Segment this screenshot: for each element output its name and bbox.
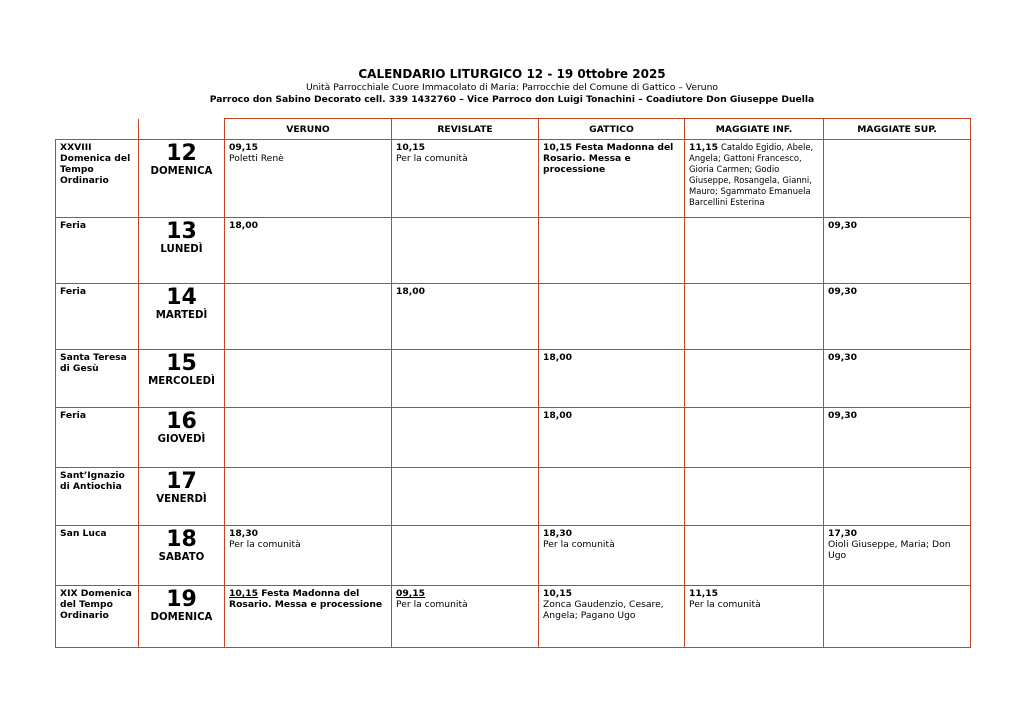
column-header-row	[56, 119, 971, 140]
mass-intention: Per la comunità	[396, 153, 468, 164]
table-row	[56, 408, 971, 468]
mass-intention: Per la comunità	[229, 539, 301, 550]
mass-cell-maggiate-inf	[685, 408, 824, 468]
mass-cell-revislate	[392, 218, 539, 284]
mass-time: 09,30	[828, 410, 858, 421]
document-title: CALENDARIO LITURGICO 12 - 19 0ttobre 2025	[358, 67, 666, 81]
mass-cell-gattico	[539, 586, 685, 648]
mass-time: 10,15	[543, 588, 573, 599]
day-number: 16	[166, 409, 197, 434]
mass-time: 11,15	[689, 588, 719, 599]
mass-intention: Per la comunità	[689, 599, 761, 610]
day-number: 12	[166, 141, 197, 166]
mass-intention: Oioli Giuseppe, Maria; Don Ugo	[828, 539, 951, 561]
day-number: 19	[166, 587, 197, 612]
mass-time: 09,30	[828, 220, 858, 231]
document-header	[0, 67, 1024, 106]
saint-cell: Feria	[56, 408, 139, 468]
column-header-maggiate-sup: MAGGIATE SUP.	[824, 119, 971, 140]
mass-cell-gattico	[539, 140, 685, 218]
mass-time: 18,00	[396, 286, 426, 297]
day-cell	[139, 218, 225, 284]
table-row	[56, 284, 971, 350]
day-name: VENERDÌ	[156, 494, 207, 505]
table-row	[56, 350, 971, 408]
table-row	[56, 218, 971, 284]
mass-cell-gattico	[539, 408, 685, 468]
mass-time: 18,00	[229, 220, 259, 231]
day-name: LUNEDÌ	[160, 244, 203, 255]
mass-cell-maggiate-sup	[824, 350, 971, 408]
column-header-veruno: VERUNO	[225, 119, 392, 140]
mass-cell-veruno	[225, 350, 392, 408]
mass-time: 09,30	[828, 352, 858, 363]
day-name: DOMENICA	[150, 166, 213, 177]
day-cell	[139, 350, 225, 408]
blank-header-cell	[56, 119, 139, 140]
mass-cell-revislate	[392, 526, 539, 586]
table-row	[56, 586, 971, 648]
day-number: 13	[166, 219, 197, 244]
mass-cell-veruno	[225, 526, 392, 586]
mass-cell-revislate	[392, 350, 539, 408]
day-number: 17	[166, 469, 197, 494]
mass-cell-veruno	[225, 140, 392, 218]
day-cell	[139, 586, 225, 648]
mass-cell-maggiate-sup	[824, 526, 971, 586]
day-name: MARTEDÌ	[155, 310, 208, 321]
mass-intention: Per la comunità	[396, 599, 468, 610]
mass-intention: Poletti Renè	[229, 153, 284, 164]
mass-time: 11,15	[689, 142, 719, 153]
mass-cell-gattico	[539, 526, 685, 586]
saint-cell: Feria	[56, 218, 139, 284]
mass-cell-maggiate-inf	[685, 218, 824, 284]
saint-cell: Sant’Ignazio di Antiochia	[56, 468, 139, 526]
saint-cell: San Luca	[56, 526, 139, 586]
mass-time: 17,30	[828, 528, 858, 539]
clergy-line: Parroco don Sabino Decorato cell. 339 1432760 – Vice Parroco don Luigi Tonachini – Coadiutore Don Giuseppe Duella	[209, 94, 815, 105]
mass-cell-veruno	[225, 468, 392, 526]
mass-cell-maggiate-sup	[824, 218, 971, 284]
mass-cell-gattico	[539, 284, 685, 350]
calendar-table	[55, 118, 971, 648]
day-cell	[139, 284, 225, 350]
day-cell	[139, 140, 225, 218]
mass-cell-gattico	[539, 468, 685, 526]
day-name: GIOVEDÌ	[157, 434, 206, 445]
mass-time: 09,30	[828, 286, 858, 297]
day-cell	[139, 468, 225, 526]
saint-cell: XIX Domenica del Tempo Ordinario	[56, 586, 139, 648]
mass-time: 10,15	[229, 588, 259, 599]
mass-time: 10,15	[543, 142, 573, 153]
mass-cell-veruno	[225, 586, 392, 648]
day-cell	[139, 526, 225, 586]
mass-intention: Per la comunità	[543, 539, 615, 550]
mass-cell-maggiate-inf	[685, 586, 824, 648]
day-number: 18	[166, 527, 197, 552]
table-row	[56, 526, 971, 586]
mass-cell-veruno	[225, 218, 392, 284]
day-name: MERCOLEDÌ	[148, 376, 215, 387]
column-header-maggiate-inf: MAGGIATE INF.	[685, 119, 824, 140]
mass-cell-gattico	[539, 350, 685, 408]
mass-cell-maggiate-sup	[824, 284, 971, 350]
day-cell	[139, 408, 225, 468]
mass-cell-revislate	[392, 408, 539, 468]
day-number: 15	[166, 351, 197, 376]
mass-intention: Festa Madonna del Rosario. Messa e processione	[543, 142, 674, 175]
mass-cell-revislate	[392, 468, 539, 526]
mass-time: 10,15	[396, 142, 426, 153]
mass-cell-maggiate-inf	[685, 284, 824, 350]
mass-time: 18,30	[229, 528, 259, 539]
mass-intention: Zonca Gaudenzio, Cesare, Angela; Pagano Ugo	[543, 599, 664, 621]
mass-time: 09,15	[229, 142, 259, 153]
mass-cell-maggiate-inf	[685, 350, 824, 408]
saint-cell: Santa Teresa di Gesù	[56, 350, 139, 408]
saint-cell: Feria	[56, 284, 139, 350]
table-row	[56, 468, 971, 526]
blank-header-cell	[139, 119, 225, 140]
mass-time: 18,00	[543, 352, 573, 363]
document-subtitle: Unità Parrocchiale Cuore Immacolato di Maria: Parrocchie del Comune di Gattico – Veruno	[305, 82, 719, 93]
mass-cell-maggiate-inf	[685, 526, 824, 586]
mass-cell-veruno	[225, 284, 392, 350]
mass-time: 18,30	[543, 528, 573, 539]
day-name: SABATO	[158, 552, 205, 563]
saint-cell: XXVIII Domenica del Tempo Ordinario	[56, 140, 139, 218]
column-header-gattico: GATTICO	[539, 119, 685, 140]
mass-cell-gattico	[539, 218, 685, 284]
mass-cell-maggiate-inf	[685, 468, 824, 526]
mass-intention: Festa Madonna del Rosario. Messa e processione	[229, 588, 383, 610]
mass-cell-revislate	[392, 586, 539, 648]
mass-cell-maggiate-inf	[685, 140, 824, 218]
mass-cell-revislate	[392, 284, 539, 350]
day-number: 14	[166, 285, 197, 310]
mass-cell-maggiate-sup	[824, 140, 971, 218]
table-row	[56, 140, 971, 218]
mass-cell-maggiate-sup	[824, 468, 971, 526]
mass-cell-veruno	[225, 408, 392, 468]
mass-cell-revislate	[392, 140, 539, 218]
column-header-revislate: REVISLATE	[392, 119, 539, 140]
mass-intention: Cataldo Egidio, Abele, Angela; Gattoni Francesco, Gioria Carmen; Godio Giuseppe, Rosangela, Gianni, Mauro; Sgammato Emanuela Barcellini Esterina	[689, 142, 814, 207]
day-name: DOMENICA	[150, 612, 213, 623]
mass-cell-maggiate-sup	[824, 586, 971, 648]
mass-cell-maggiate-sup	[824, 408, 971, 468]
mass-time: 18,00	[543, 410, 573, 421]
mass-time: 09,15	[396, 588, 426, 599]
